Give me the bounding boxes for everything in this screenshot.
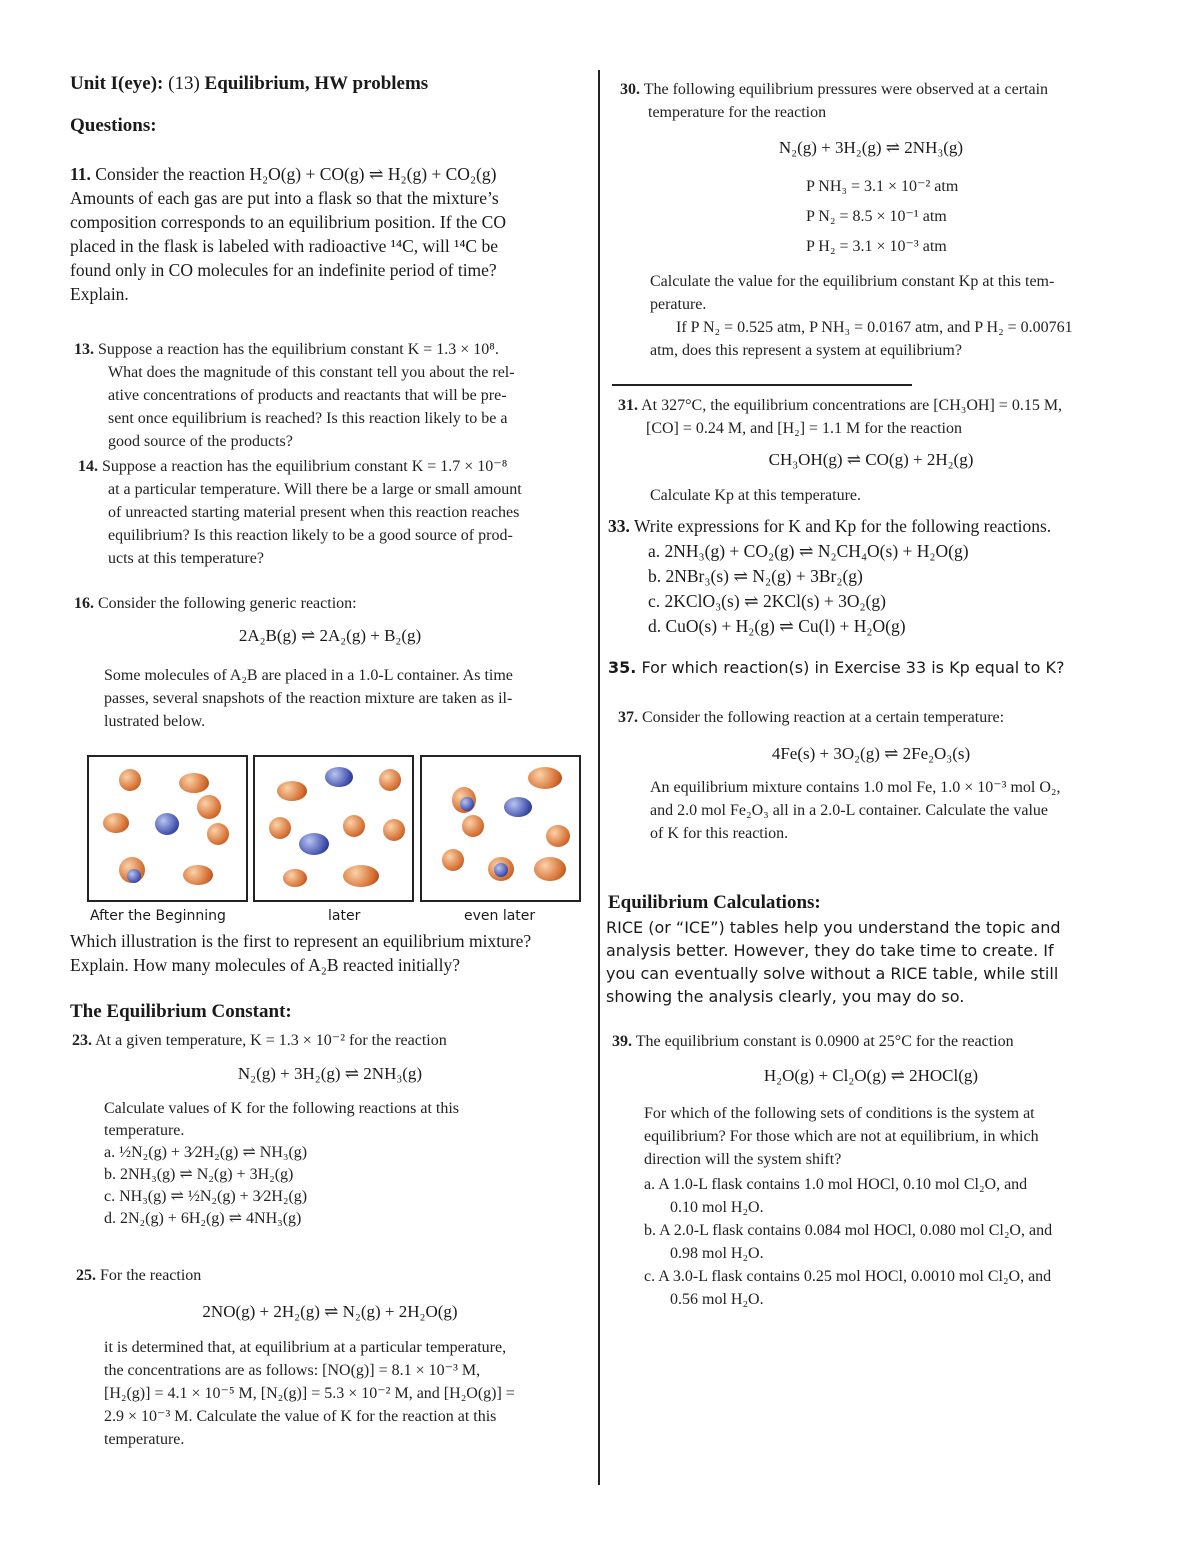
question-text: Write expressions for K and Kp for the following reactions.	[633, 516, 1052, 536]
question-number: 30.	[620, 81, 640, 98]
question-text: direction will the system shift?	[644, 1151, 842, 1168]
question-text: at a particular temperature. Will there be a large or small amount	[108, 481, 522, 498]
question-part: 0.98 mol H₂O.	[670, 1245, 764, 1262]
molecule	[127, 869, 141, 883]
molecule	[343, 815, 365, 837]
question-23-body	[104, 1098, 590, 1230]
molecule	[462, 815, 484, 837]
question-text: placed in the flask is labeled with radioactive ¹⁴C, will ¹⁴C be	[70, 236, 498, 256]
question-25	[76, 1264, 590, 1287]
question-text: [CO] = 0.24 M, and [H₂] = 1.1 M for the reaction	[646, 420, 962, 437]
question-16-body	[104, 664, 590, 733]
question-31	[618, 394, 1138, 440]
question-number: 31.	[618, 397, 638, 414]
snapshot-box-2	[253, 755, 414, 902]
separator-line	[612, 384, 912, 386]
molecule	[155, 813, 179, 835]
question-text: equilibrium? Is this reaction likely to be a good source of prod-	[108, 527, 513, 544]
question-text: good source of the products?	[108, 433, 293, 450]
calculations-heading: Equilibrium Calculations:	[608, 892, 821, 913]
question-part: b. A 2.0-L flask contains 0.084 mol HOCl, 0.080 mol Cl₂O, and	[644, 1222, 1053, 1239]
molecule	[207, 823, 229, 845]
equation-25: 2NO(g) + 2H₂(g) ⇌ N₂(g) + 2H₂O(g)	[202, 1302, 458, 1321]
molecule	[103, 813, 129, 833]
question-number: 25.	[76, 1267, 96, 1284]
question-number: 14.	[78, 458, 98, 475]
snapshot-caption-1: After the Beginning	[90, 908, 226, 924]
molecule	[269, 817, 291, 839]
molecule	[528, 767, 562, 789]
molecule	[299, 833, 329, 855]
question-text: Suppose a reaction has the equilibrium constant K = 1.3 × 10⁸.	[98, 341, 499, 358]
title-number: (13)	[168, 73, 205, 94]
question-part: c. A 3.0-L flask contains 0.25 mol HOCl, 0.0010 mol Cl₂O, and	[644, 1268, 1052, 1285]
pressure-value: P H₂ = 3.1 × 10⁻³ atm	[806, 238, 947, 255]
question-text: Consider the following reaction at a certain temperature:	[642, 709, 1005, 726]
question-text: For the reaction	[100, 1267, 202, 1284]
molecule	[197, 795, 221, 819]
equation-31: CH₃OH(g) ⇌ CO(g) + 2H₂(g)	[768, 450, 974, 469]
question-16	[74, 592, 590, 615]
question-number: 33.	[608, 516, 630, 536]
question-11	[70, 162, 590, 306]
question-39-body	[644, 1102, 1136, 1311]
question-35	[608, 658, 1138, 677]
note-text: you can eventually solve without a RICE table, while still	[606, 964, 1059, 983]
molecule	[460, 797, 474, 811]
question-text: Consider the reaction H₂O(g) + CO(g) ⇌ H₂(g) + CO₂(g)	[95, 164, 497, 184]
question-text: For which of the following sets of conditions is the system at	[644, 1105, 1035, 1122]
molecule	[179, 773, 209, 793]
question-text: temperature.	[104, 1431, 185, 1448]
question-part: d. 2N₂(g) + 6H₂(g) ⇌ 4NH₃(g)	[104, 1210, 302, 1227]
question-31-follow: Calculate Kp at this temperature.	[650, 487, 862, 504]
pressure-value: P N₂ = 8.5 × 10⁻¹ atm	[806, 208, 947, 225]
question-number: 39.	[612, 1033, 632, 1050]
question-37	[618, 706, 1138, 729]
molecule	[119, 769, 141, 791]
question-text: ative concentrations of products and reactants that will be pre-	[108, 387, 507, 404]
question-text: lustrated below.	[104, 713, 206, 730]
question-text: [H₂(g)] = 4.1 × 10⁻⁵ M, [N₂(g)] = 5.3 × 10⁻² M, and [H₂O(g)] =	[104, 1385, 515, 1402]
molecule	[546, 825, 570, 847]
question-text: Calculate values of K for the following reactions at this	[104, 1100, 460, 1117]
question-16-follow	[70, 929, 590, 977]
question-text: atm, does this represent a system at equilibrium?	[650, 342, 962, 359]
question-text: temperature.	[104, 1122, 185, 1139]
question-33	[608, 514, 1138, 639]
molecule	[277, 781, 307, 801]
question-number: 11.	[70, 164, 91, 184]
snapshot-caption-3: even later	[464, 908, 536, 924]
question-25-body	[104, 1336, 590, 1451]
question-part: 0.10 mol H₂O.	[670, 1199, 764, 1216]
question-text: temperature for the reaction	[648, 104, 827, 121]
question-text: Some molecules of A₂B are placed in a 1.0-L container. As time	[104, 667, 513, 684]
question-text: equilibrium? For those which are not at equilibrium, in which	[644, 1128, 1039, 1145]
question-part: b. 2NH₃(g) ⇌ N₂(g) + 3H₂(g)	[104, 1166, 294, 1183]
snapshot-box-3	[420, 755, 581, 902]
question-text: What does the magnitude of this constant tell you about the rel-	[108, 364, 515, 381]
question-text: perature.	[650, 296, 707, 313]
question-part: a. A 1.0-L flask contains 1.0 mol HOCl, 0.10 mol Cl₂O, and	[644, 1176, 1028, 1193]
equation-23: N₂(g) + 3H₂(g) ⇌ 2NH₃(g)	[237, 1064, 423, 1083]
pressure-list	[806, 172, 1126, 262]
question-30	[620, 78, 1140, 124]
question-part: a. 2NH₃(g) + CO₂(g) ⇌ N₂CH₄O(s) + H₂O(g)	[648, 541, 969, 561]
question-37-body	[650, 776, 1136, 845]
question-text: Consider the following generic reaction:	[98, 595, 357, 612]
molecule	[534, 857, 566, 881]
question-13	[74, 338, 590, 453]
pressure-value: P NH₃ = 3.1 × 10⁻² atm	[806, 178, 959, 195]
question-30-follow	[650, 270, 1136, 362]
question-text: Which illustration is the first to represent an equilibrium mixture?	[70, 931, 532, 951]
question-39	[612, 1030, 1136, 1053]
question-text: it is determined that, at equilibrium at a particular temperature,	[104, 1339, 507, 1356]
question-text: Calculate the value for the equilibrium constant Kp at this tem-	[650, 273, 1055, 290]
question-part: d. CuO(s) + H₂(g) ⇌ Cu(l) + H₂O(g)	[648, 616, 906, 636]
title-main: Equilibrium, HW problems	[204, 73, 429, 94]
question-text: The equilibrium constant is 0.0900 at 25°C for the reaction	[635, 1033, 1014, 1050]
title-prefix: Unit I(eye):	[70, 73, 169, 94]
question-part: b. 2NBr₃(s) ⇌ N₂(g) + 3Br₂(g)	[648, 566, 863, 586]
calculations-note	[606, 916, 1136, 1008]
question-text: The following equilibrium pressures were observed at a certain	[643, 81, 1049, 98]
molecule	[379, 769, 401, 791]
question-text: Explain. How many molecules of A₂B reacted initially?	[70, 955, 461, 975]
question-14	[78, 455, 590, 570]
question-text: sent once equilibrium is reached? Is this reaction likely to be a	[108, 410, 508, 427]
page-title	[70, 73, 428, 95]
question-text: At 327°C, the equilibrium concentrations are [CH₃OH] = 0.15 M,	[641, 397, 1063, 414]
note-text: showing the analysis clearly, you may do so.	[606, 987, 965, 1006]
question-part: c. 2KClO₃(s) ⇌ 2KCl(s) + 3O₂(g)	[648, 591, 886, 611]
question-text: An equilibrium mixture contains 1.0 mol Fe, 1.0 × 10⁻³ mol O₂,	[650, 779, 1061, 796]
column-divider	[598, 70, 600, 1485]
question-text: passes, several snapshots of the reaction mixture are taken as il-	[104, 690, 513, 707]
molecule	[325, 767, 353, 787]
molecule	[283, 869, 307, 887]
question-text: the concentrations are as follows: [NO(g)] = 8.1 × 10⁻³ M,	[104, 1362, 481, 1379]
question-number: 13.	[74, 341, 94, 358]
question-text: ucts at this temperature?	[108, 550, 264, 567]
equation-30: N₂(g) + 3H₂(g) ⇌ 2NH₃(g)	[778, 138, 964, 157]
snapshot-caption-2: later	[328, 908, 361, 924]
note-text: RICE (or “ICE”) tables help you understand the topic and	[606, 918, 1061, 937]
question-23	[72, 1029, 590, 1052]
question-number: 16.	[74, 595, 94, 612]
equation-37: 4Fe(s) + 3O₂(g) ⇌ 2Fe₂O₃(s)	[771, 744, 971, 763]
question-text: of K for this reaction.	[650, 825, 789, 842]
snapshot-box-1	[87, 755, 248, 902]
questions-heading: Questions:	[70, 115, 157, 136]
question-part: 0.56 mol H₂O.	[670, 1291, 764, 1308]
question-text: found only in CO molecules for an indefinite period of time?	[70, 260, 497, 280]
molecule	[343, 865, 379, 887]
question-number: 23.	[72, 1032, 92, 1049]
question-text: For which reaction(s) in Exercise 33 is Kp equal to K?	[641, 658, 1065, 677]
question-text: of unreacted starting material present when this reaction reaches	[108, 504, 520, 521]
note-text: analysis better. However, they do take time to create. If	[606, 941, 1054, 960]
question-text: 2.9 × 10⁻³ M. Calculate the value of K for the reaction at this	[104, 1408, 497, 1425]
equation-16: 2A₂B(g) ⇌ 2A₂(g) + B₂(g)	[238, 626, 422, 645]
question-text: Amounts of each gas are put into a flask so that the mixture’s	[70, 188, 499, 208]
question-text: If P N₂ = 0.525 atm, P NH₃ = 0.0167 atm, and P H₂ = 0.00761	[676, 319, 1073, 336]
molecule	[383, 819, 405, 841]
question-number: 37.	[618, 709, 638, 726]
question-text: Suppose a reaction has the equilibrium constant K = 1.7 × 10⁻⁸	[102, 458, 508, 475]
question-text: composition corresponds to an equilibrium position. If the CO	[70, 212, 506, 232]
molecule	[442, 849, 464, 871]
question-part: a. ½N₂(g) + 3⁄2H₂(g) ⇌ NH₃(g)	[104, 1144, 308, 1161]
molecule	[504, 797, 532, 817]
question-text: and 2.0 mol Fe₂O₃ all in a 2.0-L container. Calculate the value	[650, 802, 1048, 819]
question-text: Explain.	[70, 284, 129, 304]
question-number: 35.	[608, 658, 637, 677]
equation-39: H₂O(g) + Cl₂O(g) ⇌ 2HOCl(g)	[763, 1066, 979, 1085]
molecule	[183, 865, 213, 885]
molecule	[494, 863, 508, 877]
question-text: At a given temperature, K = 1.3 × 10⁻² for the reaction	[95, 1032, 447, 1049]
question-part: c. NH₃(g) ⇌ ½N₂(g) + 3⁄2H₂(g)	[104, 1188, 308, 1205]
equilibrium-constant-heading: The Equilibrium Constant:	[70, 1001, 292, 1022]
